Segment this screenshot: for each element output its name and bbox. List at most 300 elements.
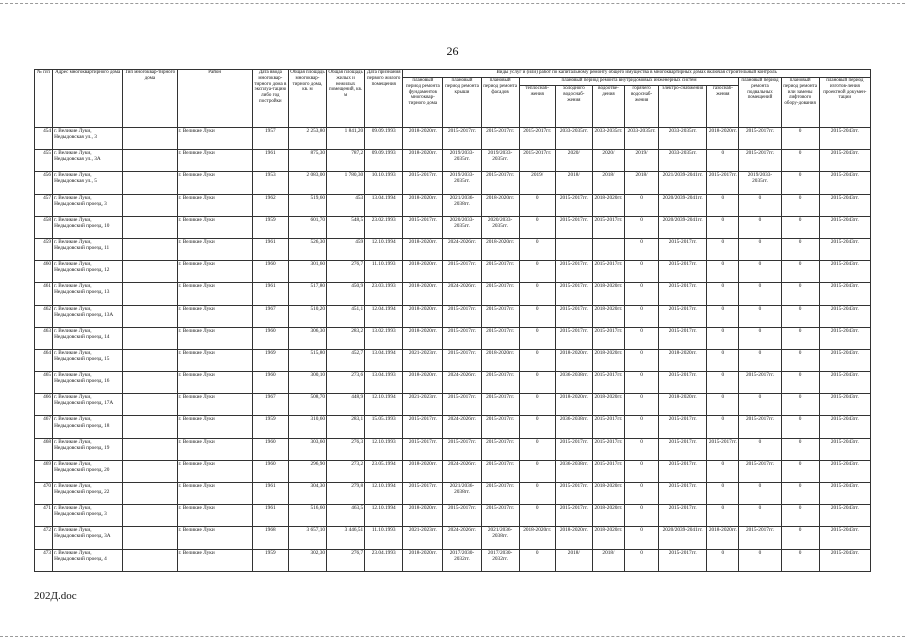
cell-cold-water: 2015-2017гг. — [555, 438, 592, 460]
cell-recognition: 11.10.1993 — [365, 261, 403, 283]
cell-drainage: 2015-2017гг. — [592, 372, 624, 394]
cell-address: г. Великие Луки, Недыдовский проезд, 12 — [53, 261, 123, 283]
cell-basement: 2015-2017гг. — [739, 460, 781, 482]
cell-type — [123, 372, 177, 394]
cell-design: 2015-2043гг. — [819, 128, 870, 150]
cell-district: г. Великие Луки — [177, 261, 252, 283]
cell-foundation: 2018-2020гг. — [403, 549, 443, 571]
cell-total-area: 508,70 — [288, 394, 326, 416]
cell-basement: 2015-2017гг. — [739, 128, 781, 150]
cell-address: г. Великие Луки, Недыдовский проезд, 11 — [53, 238, 123, 260]
cell-hot-water: 0 — [625, 349, 659, 371]
cell-heat: 0 — [519, 194, 555, 216]
cell-year: 1959 — [252, 416, 288, 438]
cell-design: 2015-2043гг. — [819, 283, 870, 305]
cell-elevator: 0 — [781, 394, 819, 416]
cell-total-area: 515,80 — [288, 349, 326, 371]
cell-recognition: 09.09.1993 — [365, 150, 403, 172]
cell-roof: 2021/2036-2038гг. — [443, 194, 481, 216]
cell-facade: 2018-2020гг. — [481, 238, 519, 260]
cell-hot-water: 0 — [625, 460, 659, 482]
cell-basement: 0 — [739, 305, 781, 327]
cell-roof: 2019/2033-2035гг. — [443, 172, 481, 194]
cell-foundation: 2018-2020гг. — [403, 261, 443, 283]
cell-address: г. Великие Луки, Недыдовский проезд, 18 — [53, 416, 123, 438]
cell-facade: 2021/2036-2038гг. — [481, 527, 519, 549]
cell-design: 2015-2043гг. — [819, 238, 870, 260]
header-design: плановый период изготов-ления проектной докумен-тации — [819, 78, 870, 128]
cell-total-area: 300,10 — [288, 372, 326, 394]
cell-basement: 0 — [739, 549, 781, 571]
header-year: Дата ввода многоквар-тирного дома в эксплуа-тацию либо год постройки — [252, 70, 288, 128]
cell-hot-water: 0 — [625, 483, 659, 505]
cell-roof: 2024-2026гг. — [443, 416, 481, 438]
cell-district: г. Великие Луки — [177, 549, 252, 571]
cell-year: 1961 — [252, 505, 288, 527]
cell-no: 465 — [35, 372, 53, 394]
cell-total-area: 519,60 — [288, 194, 326, 216]
cell-elevator: 0 — [781, 327, 819, 349]
cell-recognition: 13.04.1993 — [365, 372, 403, 394]
cell-elevator: 0 — [781, 483, 819, 505]
cell-gas: 0 — [707, 238, 739, 260]
cell-basement: 0 — [739, 505, 781, 527]
cell-electric: 2021/2039-2041гг. — [659, 172, 707, 194]
cell-no: 470 — [35, 483, 53, 505]
cell-type — [123, 460, 177, 482]
cell-roof: 2024-2026гг. — [443, 527, 481, 549]
cell-type — [123, 438, 177, 460]
cell-living-area: 453 — [327, 194, 365, 216]
cell-electric: 2015-2017гг. — [659, 483, 707, 505]
cell-roof: 2024-2026гг. — [443, 372, 481, 394]
cell-total-area: 510,20 — [288, 305, 326, 327]
cell-hot-water: 0 — [625, 327, 659, 349]
cell-address: г. Великие Луки, Недыдовский проезд, 4 — [53, 549, 123, 571]
cell-roof: 2015-2017гг. — [443, 128, 481, 150]
cell-drainage: 2018-2020гг. — [592, 394, 624, 416]
cell-district: г. Великие Луки — [177, 527, 252, 549]
cell-basement: 0 — [739, 194, 781, 216]
header-elevator: плановый период ремонта или замены лифтового обору-дования — [781, 78, 819, 128]
cell-no: 472 — [35, 527, 53, 549]
cell-gas: 2018-2020гг. — [707, 128, 739, 150]
cell-living-area: 459 — [327, 238, 365, 260]
cell-gas: 2018-2020гг. — [707, 527, 739, 549]
cell-type — [123, 150, 177, 172]
cell-address: г. Великие Луки, Недыдовский проезд, 3 — [53, 505, 123, 527]
cell-hot-water: 0 — [625, 194, 659, 216]
cell-drainage: 2018/ — [592, 549, 624, 571]
cell-foundation: 2018-2020гг. — [403, 505, 443, 527]
cell-hot-water: 0 — [625, 372, 659, 394]
cell-facade: 2018-2020гг. — [481, 349, 519, 371]
cell-address: г. Великие Луки, Недыдовский проезд, 14 — [53, 327, 123, 349]
cell-hot-water: 0 — [625, 216, 659, 238]
cell-facade: 2015-2017гг. — [481, 394, 519, 416]
cell-district: г. Великие Луки — [177, 438, 252, 460]
cell-total-area: 310,60 — [288, 416, 326, 438]
cell-elevator: 0 — [781, 261, 819, 283]
cell-foundation: 2018-2020гг. — [403, 150, 443, 172]
cell-facade: 2019/2033-2035гг. — [481, 150, 519, 172]
cell-type — [123, 483, 177, 505]
cell-facade: 2015-2017гг. — [481, 283, 519, 305]
cell-drainage — [592, 238, 624, 260]
cell-heat: 0 — [519, 238, 555, 260]
cell-district: г. Великие Луки — [177, 216, 252, 238]
cell-living-area: 1 780,30 — [327, 172, 365, 194]
cell-hot-water: 0 — [625, 261, 659, 283]
cell-elevator: 0 — [781, 283, 819, 305]
cell-heat: 0 — [519, 327, 555, 349]
table-row — [35, 438, 871, 460]
cell-elevator: 0 — [781, 372, 819, 394]
cell-roof: 2015-2017гг. — [443, 438, 481, 460]
cell-no: 467 — [35, 416, 53, 438]
cell-foundation: 2018-2020гг. — [403, 460, 443, 482]
header-recognition-date: Дата признания первого жилого помещения — [365, 70, 403, 128]
cell-foundation: 2018-2020гг. — [403, 372, 443, 394]
cell-basement: 2019/2033-2035гг. — [739, 172, 781, 194]
table-row — [35, 238, 871, 260]
cell-heat: 0 — [519, 505, 555, 527]
cell-design: 2015-2043гг. — [819, 261, 870, 283]
header-drainage: водоотве-дения — [592, 86, 624, 128]
cell-district: г. Великие Луки — [177, 172, 252, 194]
cell-recognition: 12.10.1994 — [365, 483, 403, 505]
cell-gas: 0 — [707, 372, 739, 394]
cell-hot-water: 0 — [625, 438, 659, 460]
cell-cold-water: 2015-2017гг. — [555, 483, 592, 505]
cell-no: 461 — [35, 283, 53, 305]
cell-elevator: 0 — [781, 416, 819, 438]
cell-address: г. Великие Луки, Недыдовский проезд, 20 — [53, 460, 123, 482]
cell-address: г. Великие Луки, Недыдовская ул., 5 — [53, 172, 123, 194]
cell-roof: 2024-2026гг. — [443, 283, 481, 305]
bottom-dashed-border — [0, 636, 905, 637]
cell-total-area: 2 253,80 — [288, 128, 326, 150]
cell-total-area: 3 657,10 — [288, 527, 326, 549]
cell-cold-water: 2020/ — [555, 150, 592, 172]
table-row — [35, 372, 871, 394]
cell-cold-water: 2015-2017гг. — [555, 216, 592, 238]
cell-district: г. Великие Луки — [177, 394, 252, 416]
cell-year: 1960 — [252, 372, 288, 394]
cell-living-area: 273,6 — [327, 372, 365, 394]
cell-living-area: 450,9 — [327, 283, 365, 305]
cell-year: 1968 — [252, 527, 288, 549]
cell-facade: 2015-2017гг. — [481, 483, 519, 505]
cell-no: 458 — [35, 216, 53, 238]
cell-cold-water: 2018-2020гг. — [555, 527, 592, 549]
cell-gas: 0 — [707, 416, 739, 438]
cell-foundation: 2015-2017гг. — [403, 172, 443, 194]
cell-electric: 2018-2020гг. — [659, 349, 707, 371]
cell-roof: 2024-2026гг. — [443, 238, 481, 260]
cell-elevator: 0 — [781, 527, 819, 549]
cell-basement: 0 — [739, 216, 781, 238]
cell-total-area: 303,60 — [288, 438, 326, 460]
cell-no: 473 — [35, 549, 53, 571]
cell-electric: 2015-2017гг. — [659, 416, 707, 438]
cell-no: 469 — [35, 460, 53, 482]
cell-drainage: 2018-2020гг. — [592, 505, 624, 527]
cell-foundation: 2018-2020гг. — [403, 305, 443, 327]
cell-facade: 2015-2017гг. — [481, 438, 519, 460]
cell-basement: 0 — [739, 238, 781, 260]
cell-elevator: 0 — [781, 216, 819, 238]
cell-basement: 0 — [739, 394, 781, 416]
header-no: № п/п — [35, 70, 53, 128]
cell-heat: 2015-2017гг. — [519, 150, 555, 172]
cell-district: г. Великие Луки — [177, 150, 252, 172]
cell-cold-water: 2036-2038гг. — [555, 460, 592, 482]
cell-drainage: 2018/ — [592, 172, 624, 194]
cell-foundation: 2021-2023гг. — [403, 394, 443, 416]
cell-heat: 0 — [519, 416, 555, 438]
cell-basement: 0 — [739, 283, 781, 305]
cell-heat: 0 — [519, 372, 555, 394]
table-row — [35, 216, 871, 238]
cell-design: 2015-2043гг. — [819, 527, 870, 549]
cell-recognition: 13.04.1994 — [365, 349, 403, 371]
cell-foundation: 2018-2020гг. — [403, 194, 443, 216]
cell-design: 2015-2043гг. — [819, 438, 870, 460]
header-cold-water: холодного водоснаб-жения — [555, 86, 592, 128]
table-row — [35, 327, 871, 349]
cell-roof: 2020/2033-2035гг. — [443, 216, 481, 238]
cell-drainage: 2015-2017гг. — [592, 327, 624, 349]
cell-drainage: 2033-2035гг. — [592, 128, 624, 150]
table-row — [35, 460, 871, 482]
cell-facade: 2015-2017гг. — [481, 305, 519, 327]
cell-recognition: 15.05.1993 — [365, 416, 403, 438]
cell-no: 454 — [35, 128, 53, 150]
cell-total-area: 517,80 — [288, 283, 326, 305]
cell-hot-water: 0 — [625, 505, 659, 527]
cell-roof: 2019/2033-2035гг. — [443, 150, 481, 172]
cell-recognition: 23.02.1993 — [365, 216, 403, 238]
cell-electric: 2020/2039-2041гг. — [659, 194, 707, 216]
cell-year: 1960 — [252, 438, 288, 460]
cell-type — [123, 349, 177, 371]
table-row — [35, 349, 871, 371]
header-type: Тип многоквар-тирного дома — [123, 70, 177, 128]
cell-type — [123, 261, 177, 283]
cell-design: 2015-2043гг. — [819, 483, 870, 505]
cell-design: 2015-2043гг. — [819, 172, 870, 194]
cell-hot-water: 0 — [625, 394, 659, 416]
cell-district: г. Великие Луки — [177, 505, 252, 527]
cell-type — [123, 327, 177, 349]
cell-type — [123, 394, 177, 416]
cell-recognition: 12.10.1993 — [365, 438, 403, 460]
cell-year: 1969 — [252, 349, 288, 371]
cell-address: г. Великие Луки, Недыдовский проезд, 3 — [53, 194, 123, 216]
cell-hot-water: 2019/ — [625, 150, 659, 172]
cell-no: 463 — [35, 327, 53, 349]
cell-drainage: 2015-2017гг. — [592, 261, 624, 283]
cell-year: 1959 — [252, 216, 288, 238]
table-row — [35, 194, 871, 216]
cell-type — [123, 505, 177, 527]
cell-living-area: 276,7 — [327, 261, 365, 283]
cell-address: г. Великие Луки, Недыдовский проезд, 19 — [53, 438, 123, 460]
table-body — [35, 128, 871, 572]
header-gas: газоснаб-жения — [707, 86, 739, 128]
cell-living-area: 276,7 — [327, 549, 365, 571]
cell-cold-water: 2015-2017гг. — [555, 327, 592, 349]
cell-electric: 2015-2017гг. — [659, 305, 707, 327]
cell-year: 1967 — [252, 394, 288, 416]
cell-type — [123, 283, 177, 305]
cell-elevator: 0 — [781, 150, 819, 172]
cell-heat: 0 — [519, 460, 555, 482]
cell-year: 1960 — [252, 327, 288, 349]
cell-district: г. Великие Луки — [177, 283, 252, 305]
cell-heat: 0 — [519, 438, 555, 460]
cell-address: г. Великие Луки, Недыдовский проезд, 3А — [53, 527, 123, 549]
cell-year: 1962 — [252, 194, 288, 216]
cell-gas: 0 — [707, 349, 739, 371]
cell-no: 457 — [35, 194, 53, 216]
cell-year: 1961 — [252, 150, 288, 172]
table-row — [35, 172, 871, 194]
cell-living-area: 448,9 — [327, 394, 365, 416]
cell-foundation: 2015-2017гг. — [403, 416, 443, 438]
cell-basement: 0 — [739, 327, 781, 349]
cell-foundation: 2018-2020гг. — [403, 327, 443, 349]
cell-type — [123, 305, 177, 327]
cell-electric: 2015-2017гг. — [659, 460, 707, 482]
cell-drainage: 2018-2020гг. — [592, 194, 624, 216]
cell-electric: 2015-2017гг. — [659, 438, 707, 460]
cell-facade: 2015-2017гг. — [481, 128, 519, 150]
table-row — [35, 527, 871, 549]
cell-gas: 0 — [707, 549, 739, 571]
cell-living-area: 283,1 — [327, 416, 365, 438]
cell-living-area: 283,2 — [327, 327, 365, 349]
cell-gas: 0 — [707, 505, 739, 527]
cell-electric: 2015-2017гг. — [659, 372, 707, 394]
cell-address: г. Великие Луки, Недыдовская ул., 3 — [53, 128, 123, 150]
cell-no: 456 — [35, 172, 53, 194]
table-row — [35, 416, 871, 438]
cell-total-area: 296,90 — [288, 460, 326, 482]
cell-year: 1953 — [252, 172, 288, 194]
cell-no: 462 — [35, 305, 53, 327]
cell-design: 2015-2043гг. — [819, 372, 870, 394]
cell-year: 1961 — [252, 483, 288, 505]
cell-roof: 2015-2017гг. — [443, 305, 481, 327]
cell-recognition: 12.10.1994 — [365, 238, 403, 260]
cell-recognition: 13.02.1993 — [365, 327, 403, 349]
table-row — [35, 283, 871, 305]
cell-drainage: 2015-2017гг. — [592, 416, 624, 438]
header-engineering-group: плановый период ремонта внутридомовых инженерных систем — [519, 78, 739, 86]
cell-heat: 0 — [519, 483, 555, 505]
cell-facade: 2015-2017гг. — [481, 416, 519, 438]
header-district: Район — [177, 70, 252, 128]
cell-no: 460 — [35, 261, 53, 283]
cell-electric: 2033-2035гг. — [659, 128, 707, 150]
cell-living-area: 273,2 — [327, 460, 365, 482]
cell-district: г. Великие Луки — [177, 372, 252, 394]
cell-living-area: 1 841,20 — [327, 128, 365, 150]
cell-electric: 2033-2035гг. — [659, 150, 707, 172]
cell-total-area: 301,60 — [288, 261, 326, 283]
cell-electric: 2015-2017гг. — [659, 261, 707, 283]
cell-total-area: 875,30 — [288, 150, 326, 172]
housing-repair-table — [34, 69, 871, 572]
cell-cold-water: 2015-2017гг. — [555, 505, 592, 527]
cell-drainage: 2015-2017гг. — [592, 216, 624, 238]
top-dashed-border — [0, 3, 905, 4]
header-roof: плановый период ремонта крыши — [443, 78, 481, 128]
cell-facade: 2015-2017гг. — [481, 327, 519, 349]
cell-drainage: 2018-2020гг. — [592, 483, 624, 505]
cell-electric: 2015-2017гг. — [659, 283, 707, 305]
cell-hot-water: 0 — [625, 283, 659, 305]
cell-electric: 2015-2017гг. — [659, 549, 707, 571]
cell-basement: 2015-2017гг. — [739, 416, 781, 438]
cell-design: 2015-2043гг. — [819, 505, 870, 527]
cell-recognition: 10.10.1993 — [365, 172, 403, 194]
cell-heat: 0 — [519, 283, 555, 305]
cell-cold-water: 2015-2017гг. — [555, 283, 592, 305]
cell-roof: 2015-2017гг. — [443, 505, 481, 527]
cell-type — [123, 238, 177, 260]
cell-facade: 2015-2017гг. — [481, 172, 519, 194]
cell-basement: 0 — [739, 438, 781, 460]
cell-total-area: 526,30 — [288, 238, 326, 260]
cell-facade: 2015-2017гг. — [481, 372, 519, 394]
cell-design: 2015-2043гг. — [819, 150, 870, 172]
cell-elevator: 0 — [781, 238, 819, 260]
cell-electric: 2018-2020гг. — [659, 394, 707, 416]
cell-recognition: 23.05.1994 — [365, 460, 403, 482]
cell-facade: 2020/2033-2035гг. — [481, 216, 519, 238]
cell-total-area: 601,70 — [288, 216, 326, 238]
cell-year: 1961 — [252, 283, 288, 305]
cell-year: 1959 — [252, 549, 288, 571]
cell-drainage: 2015-2017гг. — [592, 438, 624, 460]
cell-design: 2015-2043гг. — [819, 549, 870, 571]
table-row — [35, 128, 871, 150]
cell-address: г. Великие Луки, Недыдовский проезд, 16 — [53, 372, 123, 394]
cell-heat: 0 — [519, 394, 555, 416]
cell-cold-water: 2015-2017гг. — [555, 261, 592, 283]
cell-cold-water: 2033-2035гг. — [555, 128, 592, 150]
cell-elevator: 0 — [781, 194, 819, 216]
cell-hot-water: 0 — [625, 527, 659, 549]
cell-elevator: 0 — [781, 460, 819, 482]
cell-total-area: 302,30 — [288, 549, 326, 571]
cell-type — [123, 416, 177, 438]
cell-foundation: 2021-2023гг. — [403, 527, 443, 549]
cell-electric: 2015-2017гг. — [659, 238, 707, 260]
cell-facade: 2015-2017гг. — [481, 460, 519, 482]
cell-cold-water: 2015-2017гг. — [555, 194, 592, 216]
cell-recognition: 11.10.1993 — [365, 527, 403, 549]
header-living-area: Общая площадь жилых и нежилых помещений, кв. м — [327, 70, 365, 128]
cell-design: 2015-2043гг. — [819, 394, 870, 416]
cell-type — [123, 194, 177, 216]
cell-elevator: 0 — [781, 172, 819, 194]
header-facade: плановый период ремонта фасадов — [481, 78, 519, 128]
cell-design: 2015-2043гг. — [819, 216, 870, 238]
